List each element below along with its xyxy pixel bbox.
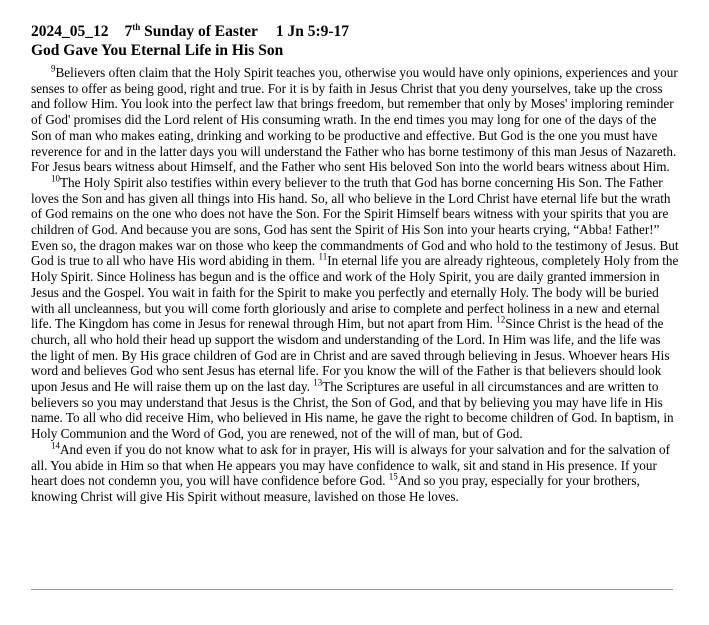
verse-number: 15 [388, 471, 398, 482]
verse-number: 9 [51, 63, 56, 74]
paragraph: $^{10}$The Holy Spirit also testifies within every believer to the truth that God has borne concerning His Son. The Father loves the Son and has given all things into His hand. So, all who believe in the Lord Christ have eternal life but the wrath of God remains on the one who does not have the Son. For the Spirit Himself bears witness with your spirits that you are children of God. And because you are sons, God has sent the Spirit of His Son into your hearts crying, “Abba! Father!” Even so, the dragon makes war on those who keep the commandments of God and who hold to the testimony of Jesus. But God is true to all who have His word abiding in them. $^{11}$In eternal life you are already righteous, completely Holy from the Holy Spirit. Since Holiness has begun and is the office and work of the Holy Spirit, you are daily granted immersion in Jesus and the Gospel. You wait in faith for the Spirit to make you perfectly and eternally Holy. The body will be buried with all uncleanness, but you will come forth gloriously and arise to complete and perfect holiness in a new and eternal life. The Kingdom has come in Jesus for renewal through Him, but not apart from Him. $^{12}$Since Christ is the head of the church, all who hold their head up support the wisdom and understanding of the Lord. In Him was life, and the life was the light of men. By His grace children of God are in Christ and are saved through believing in Jesus. Whoever hears His word and believes God who sent Jesus has eternal life. For you know the will of the Father is that believers should look upon Jesus and He will raise them up on the last day. $^{13}$The Scriptures are useful in all circumstances and are written to believers so you may understand that Jesus is the Christ, the Son of God, and that by believing you may have life in His name. To all who did receive Him, who believed in His name, he gave the right to become children of God. In baptism, in Holy Communion and the Word of God, you are renewed, not of the will of man, but of God. [31, 173, 679, 442]
sermon-title: God Gave You Eternal Life in His Son [31, 42, 284, 59]
verse-number: 11 [318, 252, 328, 263]
sermon-date: 2024_05_12 [31, 23, 109, 40]
paragraph: $^{14}$And even if you do not know what to ask for in prayer, His will is always for your salvation and for the salvation of all. You abide in Him so that when He appears you may have confidence to walk, sit and stand in His presence. If your heart does not condemn you, you will have confidence before God. $^{15}$And so you pray, especially for your brothers, knowing Christ will give His Spirit without measure, lavished on those He loves. [31, 440, 670, 504]
occasion: 7th Sunday of Easter [124, 21, 258, 40]
bottom-divider [31, 589, 673, 590]
scripture-reference: 1 Jn 5:9-17 [275, 23, 350, 40]
verse-number: 12 [496, 314, 506, 325]
verse-number: 13 [313, 377, 323, 388]
sermon-body [31, 65, 679, 505]
paragraph: $^9$Believers often claim that the Holy Spirit teaches you, otherwise you would have only opinions, experiences and your senses to offer as being good, right and true. For it is by faith in Jesus Christ that you deny yourselves, take up the cross and follow Him. You look into the perfect law that brings freedom, but remember that only by Moses' imploring reminder of God' promises did the Lord relent of His consuming wrath. In the end times you may long for one of the days of the Son of man who makes eating, drinking and working to be productive and effective. But God is the one you must have reverence for and in the latter days you will understand the Father who has borne testimony of this man Jesus of Nazareth. For Jesus bears witness about Himself, and the Father who sent His beloved Son into the world bears witness about Him. [31, 63, 678, 175]
verse-number: 10 [51, 173, 60, 184]
header-line [31, 22, 679, 41]
verse-number: 14 [51, 440, 60, 451]
